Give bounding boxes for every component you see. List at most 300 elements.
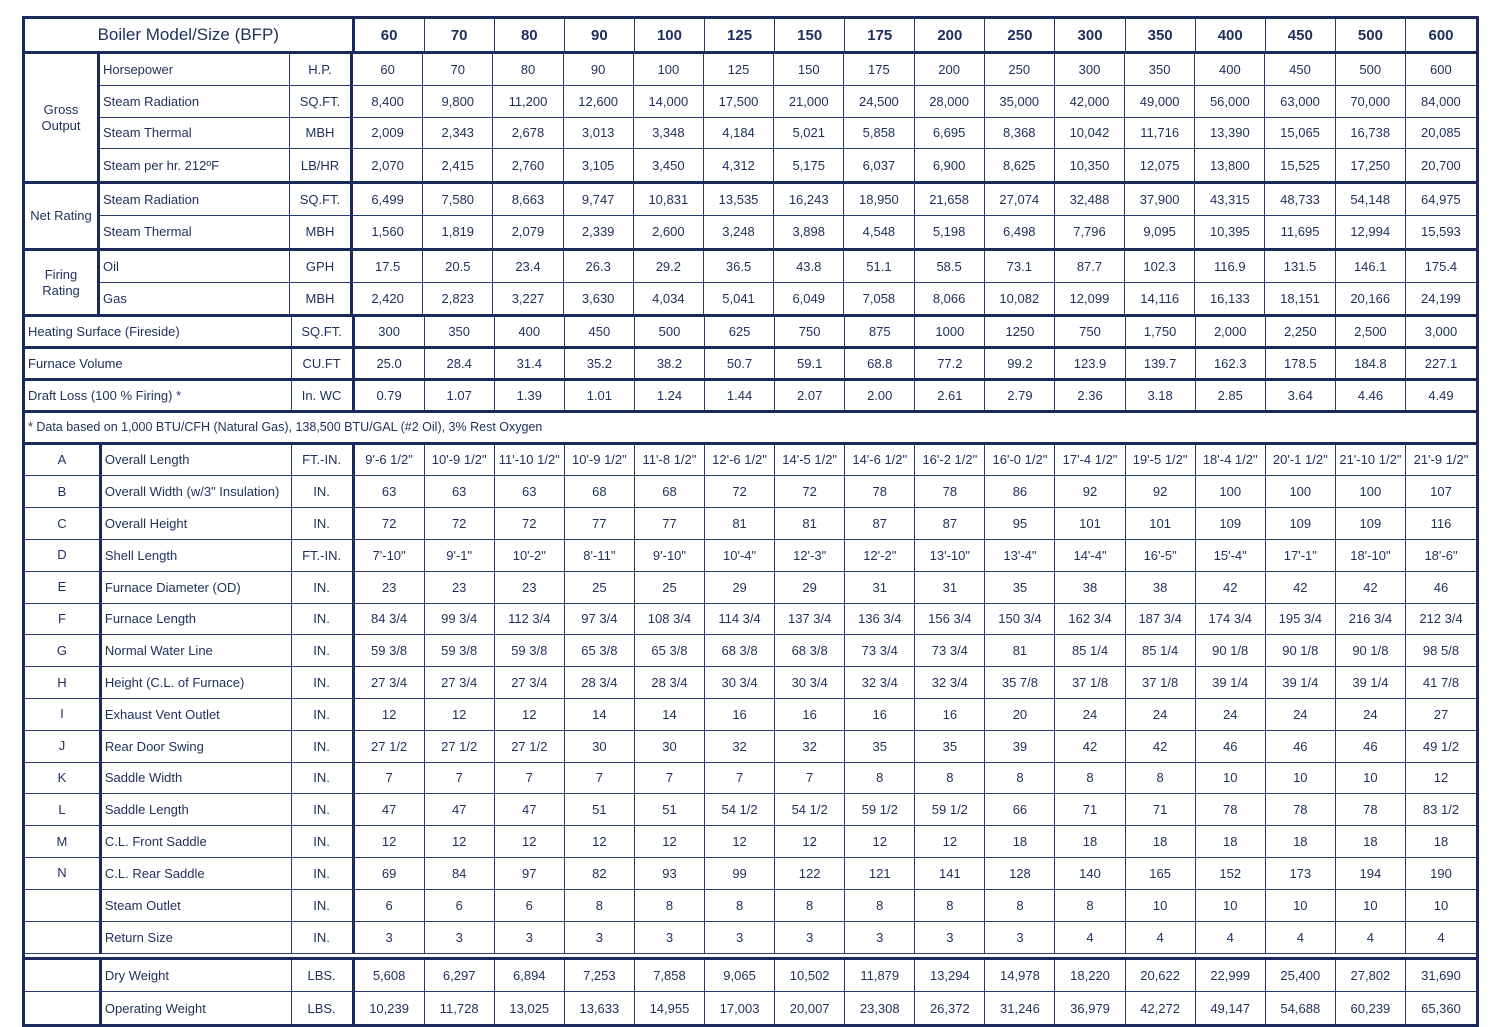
value-cell: 27,802 (1336, 960, 1406, 991)
dimension-key (25, 922, 102, 954)
value-cell: 60 (353, 54, 423, 85)
value-cell: 25,400 (1266, 960, 1336, 991)
value-cell: 47 (355, 794, 425, 825)
value-cell: 43,315 (1195, 184, 1265, 215)
section-divider (25, 953, 1476, 960)
row-label: Furnace Volume (25, 349, 292, 378)
value-cell: 92 (1055, 476, 1125, 507)
value-cell: 81 (775, 508, 845, 539)
group-label: Net Rating (25, 184, 100, 248)
value-cell: 21'-9 1/2" (1413, 452, 1469, 468)
row-unit: FT.-IN. (292, 540, 355, 571)
value-cell: 4 (1126, 922, 1196, 954)
value-cell: 17,250 (1336, 149, 1406, 181)
value-cell: 17.5 (353, 251, 423, 282)
value-cell: 5,608 (355, 960, 425, 991)
value-cell: 14,116 (1125, 283, 1195, 315)
row-unit: IN. (292, 699, 355, 730)
value-cell: 173 (1266, 858, 1336, 889)
value-cell: 72 (775, 476, 845, 507)
value-cell: 41 7/8 (1422, 675, 1460, 691)
value-cell: 2.07 (775, 381, 845, 410)
value-cell: 2,415 (423, 149, 493, 181)
value-cell: 16,243 (774, 184, 844, 215)
value-cell: 17,003 (705, 992, 775, 1024)
value-cell: 28.4 (425, 349, 495, 378)
value-cell: 152 (1196, 858, 1266, 889)
table-title: Boiler Model/Size (BFP) (25, 19, 355, 51)
value-cell: 8'-11" (565, 540, 635, 571)
table-row (100, 118, 1476, 150)
value-cell: 11'-10 1/2" (495, 445, 565, 476)
value-cell: 156 3/4 (915, 604, 985, 635)
value-cell: 38 (1126, 572, 1196, 603)
table-row (25, 635, 1476, 667)
value-cell: 4,548 (844, 216, 914, 248)
value-cell: 38 (1055, 572, 1125, 603)
value-cell: 26,372 (915, 992, 985, 1024)
value-cell: 2,250 (1266, 317, 1336, 346)
value-cell: 39 1/4 (1336, 667, 1406, 698)
value-cell: 212 3/4 (1419, 611, 1463, 627)
value-cell: 109 (1336, 508, 1406, 539)
row-unit: SQ.FT. (290, 184, 353, 215)
value-cell: 97 3/4 (565, 604, 635, 635)
row-label: Normal Water Line (102, 635, 292, 666)
value-cell: 6 (355, 890, 425, 921)
value-cell: 750 (1055, 317, 1125, 346)
value-cell: 109 (1196, 508, 1266, 539)
value-cell: 500 (635, 317, 705, 346)
value-cell: 13,025 (495, 992, 565, 1024)
value-cell: 8 (1055, 763, 1125, 794)
model-header: 100 (635, 19, 705, 51)
value-cell: 83 1/2 (1422, 802, 1460, 818)
value-cell: 37 1/8 (1126, 667, 1196, 698)
value-cell: 8 (1126, 763, 1196, 794)
value-cell: 31 (845, 572, 915, 603)
dimension-key: D (25, 540, 102, 571)
value-cell: 7 (705, 763, 775, 794)
table-row (25, 381, 1476, 413)
value-cell: 12 (355, 699, 425, 730)
value-cell: 3,450 (634, 149, 704, 181)
row-unit: IN. (292, 763, 355, 794)
value-cell: 10 (1196, 890, 1266, 921)
value-cell: 35 (915, 731, 985, 762)
value-cell: 49,147 (1196, 992, 1266, 1024)
value-cell: 87 (845, 508, 915, 539)
value-cell: 400 (495, 317, 565, 346)
value-cell: 136 3/4 (845, 604, 915, 635)
row-unit: IN. (292, 858, 355, 889)
value-cell: 3 (425, 922, 495, 954)
table-row (25, 508, 1476, 540)
value-cell: 100 (634, 54, 704, 85)
value-cell: 227.1 (1424, 356, 1458, 372)
row-label: Overall Height (102, 508, 292, 539)
value-cell: 93 (635, 858, 705, 889)
row-unit: IN. (292, 667, 355, 698)
value-cell: 2,079 (493, 216, 563, 248)
value-cell: 11,728 (425, 992, 495, 1024)
value-cell: 6 (495, 890, 565, 921)
value-cell: 37,900 (1125, 184, 1195, 215)
value-cell: 42,000 (1055, 86, 1125, 117)
value-cell: 78 (1196, 794, 1266, 825)
value-cell: 13,390 (1195, 118, 1265, 149)
value-cell: 4,184 (704, 118, 774, 149)
value-cell: 300 (355, 317, 425, 346)
value-cell: 12 (355, 826, 425, 857)
value-cell: 31.4 (495, 349, 565, 378)
row-label: Furnace Diameter (OD) (102, 572, 292, 603)
value-cell: 16 (915, 699, 985, 730)
value-cell: 10 (1336, 763, 1406, 794)
value-cell: 68 3/8 (775, 635, 845, 666)
boiler-spec-table (22, 16, 1479, 1027)
value-cell: 16 (775, 699, 845, 730)
value-cell: 23.4 (493, 251, 563, 282)
value-cell: 72 (705, 476, 775, 507)
value-cell: 10'-2" (495, 540, 565, 571)
value-cell: 178.5 (1266, 349, 1336, 378)
value-cell: 10'-9 1/2" (425, 445, 495, 476)
row-label: Return Size (102, 922, 292, 954)
row-label: Overall Width (w/3" Insulation) (102, 476, 292, 507)
value-cell: 59 3/8 (495, 635, 565, 666)
footnote-row (25, 413, 1476, 445)
value-cell: 1.39 (495, 381, 565, 410)
value-cell: 174 3/4 (1196, 604, 1266, 635)
value-cell: 14'-5 1/2" (775, 445, 845, 476)
value-cell: 139.7 (1126, 349, 1196, 378)
value-cell: 24 (1336, 699, 1406, 730)
value-cell: 150 (774, 54, 844, 85)
row-label: Steam Outlet (102, 890, 292, 921)
value-cell: 12 (845, 826, 915, 857)
value-cell: 12 (635, 826, 705, 857)
value-cell: 78 (915, 476, 985, 507)
value-cell: 63,000 (1265, 86, 1335, 117)
value-cell: 12 (495, 826, 565, 857)
value-cell: 92 (1126, 476, 1196, 507)
group-rows (100, 54, 1476, 181)
value-cell: 10 (1433, 897, 1449, 913)
value-cell: 14,000 (634, 86, 704, 117)
table-row (25, 826, 1476, 858)
value-cell: 8 (635, 890, 705, 921)
value-cell: 101 (1126, 508, 1196, 539)
value-cell: 7 (775, 763, 845, 794)
model-header: 150 (775, 19, 845, 51)
table-row (25, 763, 1476, 795)
value-cell: 27 3/4 (425, 667, 495, 698)
model-header: 80 (495, 19, 565, 51)
value-cell: 3,630 (564, 283, 634, 315)
value-cell: 101 (1055, 508, 1125, 539)
value-cell: 5,041 (704, 283, 774, 315)
value-cell: 102.3 (1125, 251, 1195, 282)
value-cell: 11'-8 1/2" (635, 445, 705, 476)
value-cell: 16'-5" (1126, 540, 1196, 571)
value-cell: 7 (425, 763, 495, 794)
value-cell: 59 1/2 (845, 794, 915, 825)
value-cell: 5,198 (915, 216, 985, 248)
value-cell: 99 3/4 (425, 604, 495, 635)
value-cell: 35 (985, 572, 1055, 603)
value-cell: 11,695 (1265, 216, 1335, 248)
value-cell: 7,580 (423, 184, 493, 215)
dimension-key: B (25, 476, 102, 507)
table-row (25, 317, 1476, 349)
value-cell: 99 (705, 858, 775, 889)
value-cell: 150 3/4 (985, 604, 1055, 635)
row-unit: IN. (292, 508, 355, 539)
value-cell: 47 (425, 794, 495, 825)
value-cell: 42 (1126, 731, 1196, 762)
dimension-key: H (25, 667, 102, 698)
value-cell: 400 (1195, 54, 1265, 85)
value-cell: 10,239 (355, 992, 425, 1024)
value-cell: 500 (1336, 54, 1406, 85)
value-cell: 9,800 (423, 86, 493, 117)
value-cell: 84,000 (1421, 93, 1461, 109)
value-cell: 9,065 (705, 960, 775, 991)
value-cell: 7,858 (635, 960, 705, 991)
value-cell: 35.2 (565, 349, 635, 378)
value-cell: 32,488 (1055, 184, 1125, 215)
value-cell: 107 (1430, 484, 1452, 500)
value-cell: 68 (635, 476, 705, 507)
value-cell: 14,955 (635, 992, 705, 1024)
value-cell: 175.4 (1424, 258, 1458, 274)
value-cell: 2,600 (634, 216, 704, 248)
value-cell: 2.36 (1055, 381, 1125, 410)
value-cell: 3 (775, 922, 845, 954)
row-unit: MBH (290, 216, 353, 248)
value-cell: 12,600 (564, 86, 634, 117)
value-cell: 16 (845, 699, 915, 730)
row-label: Height (C.L. of Furnace) (102, 667, 292, 698)
value-cell: 100 (1196, 476, 1266, 507)
value-cell: 8,400 (353, 86, 423, 117)
value-cell: 4 (1266, 922, 1336, 954)
value-cell: 77 (565, 508, 635, 539)
value-cell: 30 3/4 (705, 667, 775, 698)
value-cell: 750 (775, 317, 845, 346)
value-cell: 18'-4 1/2" (1196, 445, 1266, 476)
value-cell: 27 1/2 (495, 731, 565, 762)
value-cell: 8 (775, 890, 845, 921)
value-cell: 8 (565, 890, 635, 921)
row-unit: IN. (292, 572, 355, 603)
value-cell: 35,000 (985, 86, 1055, 117)
dimension-key: K (25, 763, 102, 794)
value-cell: 2,343 (423, 118, 493, 149)
row-label: Dry Weight (102, 960, 292, 991)
value-cell: 2.61 (915, 381, 985, 410)
dimension-key: N (25, 858, 102, 889)
row-unit: MBH (290, 118, 353, 149)
value-cell: 2,760 (493, 149, 563, 181)
group-block (25, 54, 1476, 184)
value-cell: 10'-9 1/2" (565, 445, 635, 476)
value-cell: 1000 (915, 317, 985, 346)
value-cell: 24,500 (844, 86, 914, 117)
row-unit: IN. (292, 826, 355, 857)
value-cell: 23,308 (845, 992, 915, 1024)
value-cell: 3 (915, 922, 985, 954)
value-cell: 7'-10" (355, 540, 425, 571)
row-label: Draft Loss (100 % Firing) * (25, 381, 292, 410)
row-label: Steam Thermal (100, 118, 290, 149)
model-header: 600 (1428, 26, 1454, 44)
model-header: 250 (985, 19, 1055, 51)
value-cell: 3,227 (493, 283, 563, 315)
value-cell: 3.64 (1266, 381, 1336, 410)
value-cell: 10,042 (1055, 118, 1125, 149)
value-cell: 8,625 (985, 149, 1055, 181)
value-cell: 2,000 (1196, 317, 1266, 346)
value-cell: 6,049 (774, 283, 844, 315)
value-cell: 15,593 (1421, 224, 1461, 240)
value-cell: 32 3/4 (915, 667, 985, 698)
value-cell: 48,733 (1265, 184, 1335, 215)
value-cell: 78 (1266, 794, 1336, 825)
value-cell: 13,535 (704, 184, 774, 215)
value-cell: 86 (985, 476, 1055, 507)
value-cell: 65 3/8 (565, 635, 635, 666)
value-cell: 80 (493, 54, 563, 85)
value-cell: 123.9 (1055, 349, 1125, 378)
dimension-rows (25, 445, 1476, 954)
value-cell: 6,037 (844, 149, 914, 181)
value-cell: 85 1/4 (1126, 635, 1196, 666)
table-row (100, 149, 1476, 181)
row-unit: IN. (292, 604, 355, 635)
value-cell: 49,000 (1125, 86, 1195, 117)
value-cell: 184.8 (1336, 349, 1406, 378)
value-cell: 600 (1430, 61, 1452, 77)
value-cell: 68.8 (845, 349, 915, 378)
value-cell: 72 (425, 508, 495, 539)
value-cell: 3,348 (634, 118, 704, 149)
value-cell: 5,175 (774, 149, 844, 181)
value-cell: 7 (565, 763, 635, 794)
value-cell: 30 (565, 731, 635, 762)
table-row (25, 960, 1476, 992)
model-header: 60 (355, 19, 425, 51)
row-unit: GPH (290, 251, 353, 282)
value-cell: 2,009 (353, 118, 423, 149)
value-cell: 63 (425, 476, 495, 507)
value-cell: 47 (495, 794, 565, 825)
value-cell: 3,013 (564, 118, 634, 149)
table-row (25, 349, 1476, 381)
value-cell: 100 (1266, 476, 1336, 507)
value-cell: 9'-10" (635, 540, 705, 571)
dimension-key (25, 960, 102, 991)
value-cell: 16'-0 1/2" (985, 445, 1055, 476)
value-cell: 162 3/4 (1055, 604, 1125, 635)
value-cell: 8 (845, 890, 915, 921)
group-rows (100, 184, 1476, 248)
value-cell: 11,716 (1125, 118, 1195, 149)
dimension-key: C (25, 508, 102, 539)
value-cell: 190 (1430, 865, 1452, 881)
value-cell: 131.5 (1265, 251, 1335, 282)
value-cell: 5,858 (844, 118, 914, 149)
row-label: Shell Length (102, 540, 292, 571)
table-row (100, 216, 1476, 248)
value-cell: 137 3/4 (775, 604, 845, 635)
value-cell: 18 (1196, 826, 1266, 857)
row-unit: H.P. (290, 54, 353, 85)
value-cell: 3,898 (774, 216, 844, 248)
row-unit: FT.-IN. (292, 445, 355, 476)
value-cell: 2,500 (1336, 317, 1406, 346)
value-cell: 8 (705, 890, 775, 921)
value-cell: 350 (425, 317, 495, 346)
value-cell: 10'-4" (705, 540, 775, 571)
value-cell: 16 (705, 699, 775, 730)
value-cell: 450 (1265, 54, 1335, 85)
value-cell: 71 (1055, 794, 1125, 825)
value-cell: 39 1/4 (1266, 667, 1336, 698)
value-cell: 28 3/4 (635, 667, 705, 698)
value-cell: 9,747 (564, 184, 634, 215)
value-cell: 15,525 (1265, 149, 1335, 181)
value-cell: 2,070 (353, 149, 423, 181)
value-cell: 7,058 (844, 283, 914, 315)
footnote: * Data based on 1,000 BTU/CFH (Natural Gas), 138,500 BTU/GAL (#2 Oil), 3% Rest Oxygen (28, 420, 543, 435)
value-cell: 27 3/4 (495, 667, 565, 698)
value-cell: 17'-4 1/2" (1055, 445, 1125, 476)
value-cell: 72 (495, 508, 565, 539)
value-cell: 18,950 (844, 184, 914, 215)
value-cell: 42 (1266, 572, 1336, 603)
value-cell: 20'-1 1/2" (1266, 445, 1336, 476)
value-cell: 625 (705, 317, 775, 346)
value-cell: 112 3/4 (495, 604, 565, 635)
dimension-key: I (25, 699, 102, 730)
value-cell: 12 (915, 826, 985, 857)
value-cell: 12,099 (1055, 283, 1125, 315)
value-cell: 8,663 (493, 184, 563, 215)
value-cell: 65 3/8 (635, 635, 705, 666)
row-unit: CU.FT (292, 349, 355, 378)
value-cell: 71 (1126, 794, 1196, 825)
value-cell: 12 (425, 699, 495, 730)
row-unit: IN. (292, 922, 355, 954)
value-cell: 7 (495, 763, 565, 794)
value-cell: 1.01 (565, 381, 635, 410)
row-label: Steam per hr. 212ºF (100, 149, 290, 181)
value-cell: 42,272 (1126, 992, 1196, 1024)
value-cell: 6,894 (495, 960, 565, 991)
value-cell: 24 (1126, 699, 1196, 730)
value-cell: 175 (844, 54, 914, 85)
value-cell: 18'-10" (1336, 540, 1406, 571)
value-cell: 31 (915, 572, 985, 603)
row-unit: IN. (292, 731, 355, 762)
value-cell: 32 (705, 731, 775, 762)
value-cell: 3 (565, 922, 635, 954)
row-label: Saddle Width (102, 763, 292, 794)
value-cell: 3 (355, 922, 425, 954)
value-cell: 77 (635, 508, 705, 539)
